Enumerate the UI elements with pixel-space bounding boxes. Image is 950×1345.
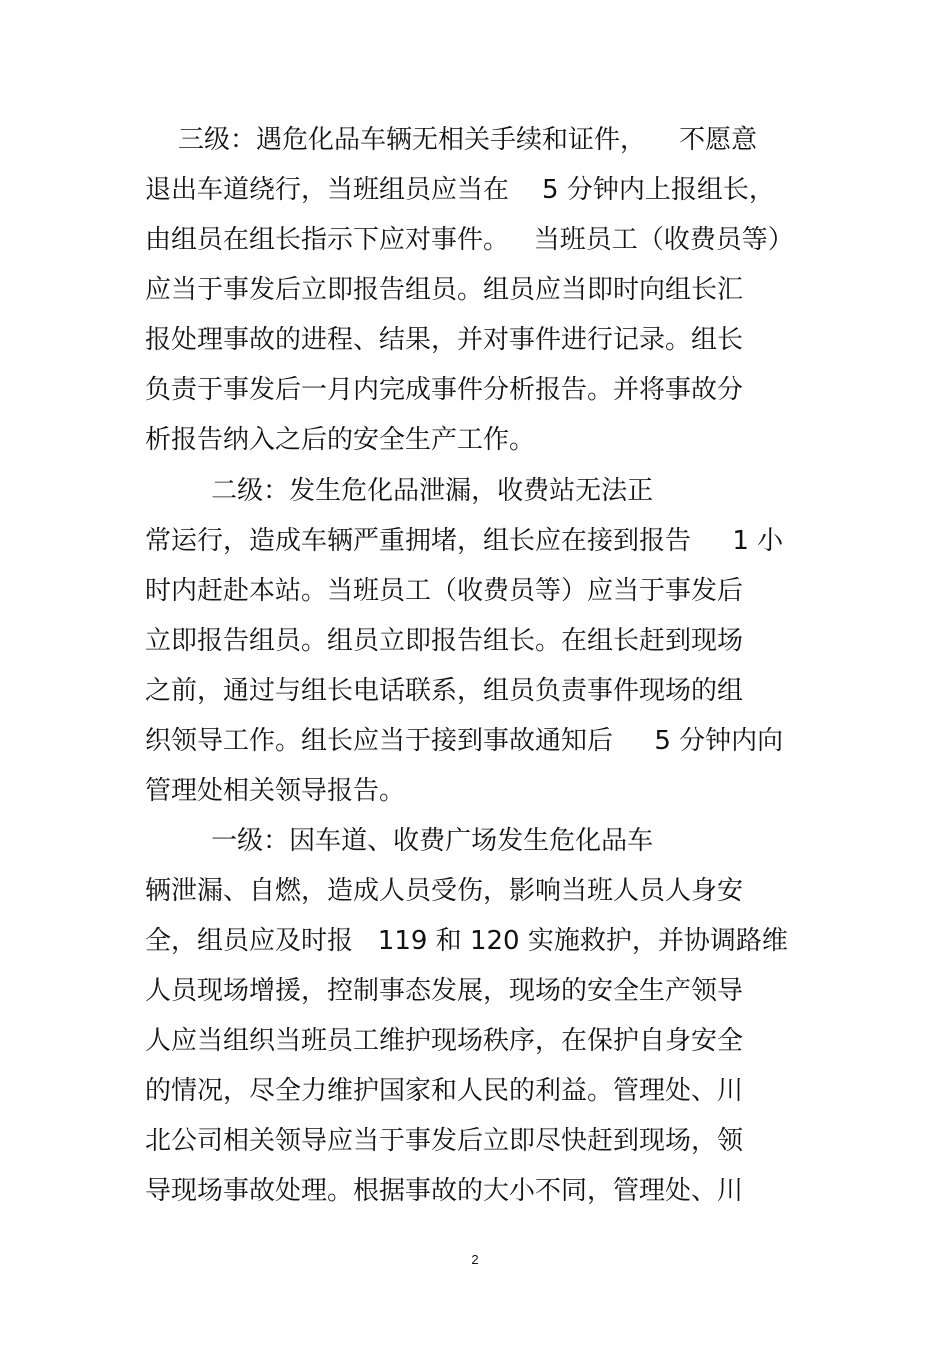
text-line: 之前，通过与组长电话联系，组员负责事件现场的组 <box>145 676 744 706</box>
text-line: 负责于事发后一月内完成事件分析报告。并将事故分 <box>145 375 744 405</box>
text-line: 退出车道绕行，当班组员应当在 5 分钟内上报组长， <box>145 175 775 205</box>
text-line: 报处理事故的进程、结果，并对事件进行记录。组长 <box>145 325 744 355</box>
text-line: 一级：因车道、收费广场发生危化品车 <box>145 826 654 856</box>
text-line: 常运行，造成车辆严重拥堵，组长应在接到报告 1 小 <box>145 526 784 556</box>
text-line: 管理处相关领导报告。 <box>145 776 406 806</box>
text-line: 时内赶赴本站。当班员工（收费员等）应当于事发后 <box>145 576 744 606</box>
text-line: 三级：遇危化品车辆无相关手续和证件， 不愿意 <box>145 125 758 155</box>
text-line: 的情况，尽全力维护国家和人民的利益。管理处、川 <box>145 1076 744 1106</box>
text-line: 应当于事发后立即报告组员。组员应当即时向组长汇 <box>145 275 744 305</box>
text-line: 析报告纳入之后的安全生产工作。 <box>145 425 536 455</box>
text-line: 全，组员应及时报 119 和 120 实施救护，并协调路维 <box>145 926 788 956</box>
text-line: 辆泄漏、自燃，造成人员受伤，影响当班人员人身安 <box>145 876 744 906</box>
text-line: 人员现场增援，控制事态发展，现场的安全生产领导 <box>145 976 744 1006</box>
text-line: 北公司相关领导应当于事发后立即尽快赶到现场，领 <box>145 1126 744 1156</box>
text-line: 导现场事故处理。根据事故的大小不同，管理处、川 <box>145 1176 744 1206</box>
text-line: 由组员在组长指示下应对事件。 当班员工（收费员等） <box>145 225 794 255</box>
page-number: 2 <box>471 1252 479 1267</box>
text-line: 人应当组织当班员工维护现场秩序，在保护自身安全 <box>145 1026 744 1056</box>
text-line: 二级：发生危化品泄漏，收费站无法正 <box>145 476 654 506</box>
text-line: 立即报告组员。组员立即报告组长。在组长赶到现场 <box>145 626 744 656</box>
text-line: 织领导工作。组长应当于接到事故通知后 5 分钟内向 <box>145 726 784 756</box>
